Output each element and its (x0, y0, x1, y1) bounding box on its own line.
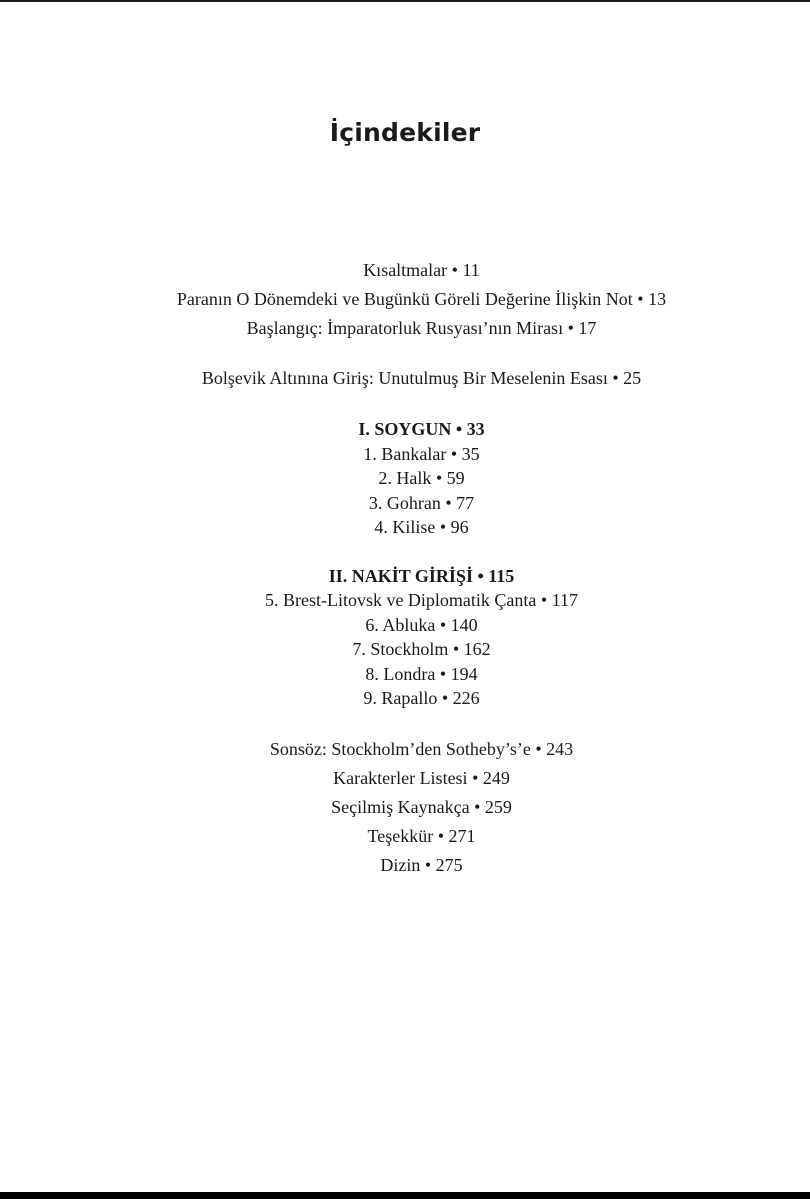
toc-entry-currency-note: Paranın O Dönemdeki ve Bugünkü Göreli Değerine İlişkin Not • 13 (176, 289, 667, 309)
toc-entry-abbreviations: Kısaltmalar • 11 (363, 260, 480, 280)
toc-chapter-7: 7. Stockholm • 162 (352, 639, 491, 659)
toc-entry-epilogue: Sonsöz: Stockholm’den Sotheby’s’e • 243 (269, 738, 574, 759)
top-rule (0, 0, 810, 2)
bottom-rule (0, 1192, 810, 1199)
toc-chapter-2: 2. Halk • 59 (378, 468, 465, 488)
toc-part-heading-2: II. NAKİT GİRİŞİ • 115 (328, 565, 515, 586)
toc-entry-beginning: Başlangıç: İmparatorluk Rusyası’nın Mirası • 17 (246, 318, 597, 338)
toc-chapter-5: 5. Brest-Litovsk ve Diplomatik Çanta • 117 (264, 590, 579, 610)
toc-entry-acknowledgements: Teşekkür • 271 (367, 825, 476, 846)
toc-entry-index: Dizin • 275 (380, 854, 463, 875)
toc-chapter-4: 4. Kilise • 96 (374, 517, 469, 537)
toc-chapter-6: 6. Abluka • 140 (365, 614, 478, 635)
page-title: İçindekiler (329, 118, 481, 147)
toc-entry-introduction: Bolşevik Altınına Giriş: Unutulmuş Bir Meselenin Esası • 25 (201, 368, 642, 388)
toc-chapter-1: 1. Bankalar • 35 (363, 443, 480, 464)
toc-part-heading-1: I. SOYGUN • 33 (358, 419, 485, 439)
toc-entry-characters: Karakterler Listesi • 249 (333, 767, 510, 788)
toc-chapter-9: 9. Rapallo • 226 (363, 688, 480, 708)
table-of-contents (0, 256, 810, 880)
toc-chapter-3: 3. Gohran • 77 (368, 492, 475, 513)
toc-entry-bibliography: Seçilmiş Kaynakça • 259 (331, 796, 512, 817)
toc-chapter-8: 8. Londra • 194 (365, 663, 478, 684)
